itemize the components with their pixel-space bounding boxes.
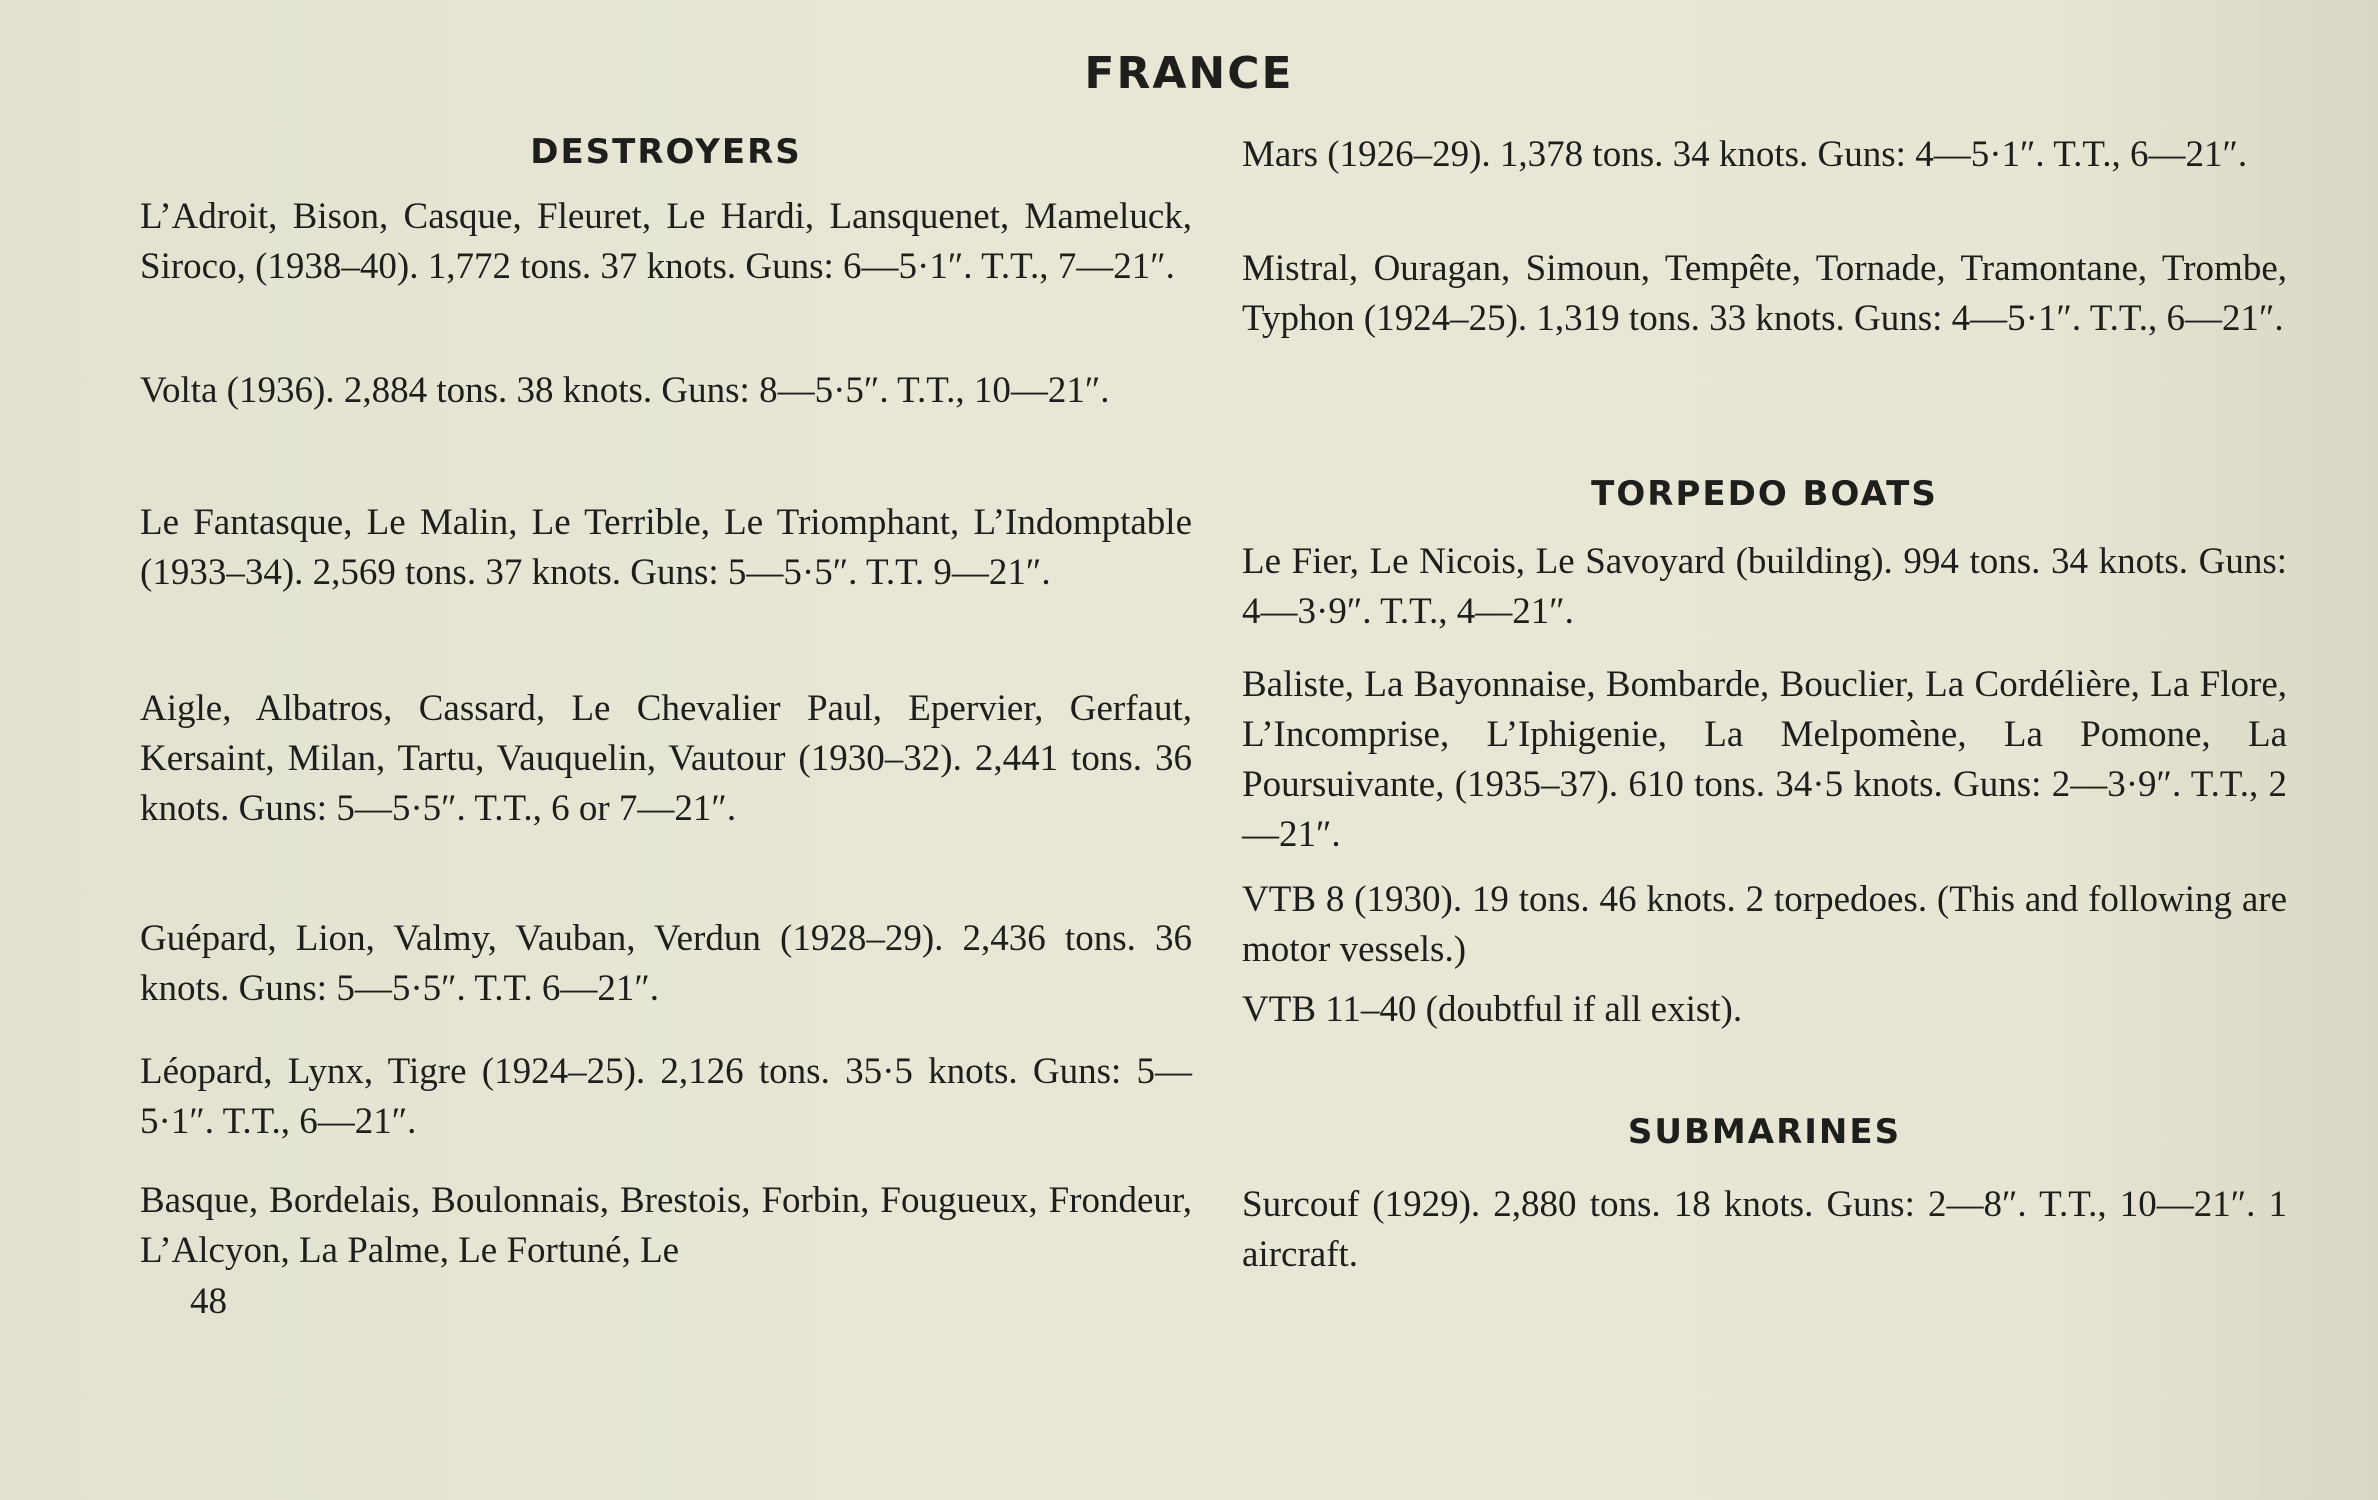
entry-submarines-1: Surcouf (1929). 2,880 tons. 18 knots. Guns: 2—8″. T.T., 10—21″. 1 aircraft. [1242, 1184, 2287, 1275]
entry-destroyers-4: Aigle, Albatros, Cassard, Le Chevalier Paul, Epervier, Gerfaut, Kersaint, Milan, Tartu, Vauquelin, Vautour (1930–32). 2,441 tons. 36 knots. Guns: 5—5·5″. T.T., 6 or 7—21″. [140, 688, 1192, 829]
entry-destroyers-9: Mistral, Ouragan, Simoun, Tempête, Tornade, Tramontane, Trombe, Typhon (1924–25). 1,319 tons. 33 knots. Guns: 4—5·1″. T.T., 6—21″. [1242, 248, 2287, 339]
page-title: FRANCE [1084, 48, 1294, 99]
page-number: 48 [190, 1281, 227, 1322]
section-heading-destroyers: DESTROYERS [530, 132, 802, 172]
entry-destroyers-8: Mars (1926–29). 1,378 tons. 34 knots. Guns: 4—5·1″. T.T., 6—21″. [1242, 134, 2248, 175]
entry-destroyers-1: L’Adroit, Bison, Casque, Fleuret, Le Hardi, Lansquenet, Mameluck, Siroco, (1938–40). 1,772 tons. 37 knots. Guns: 6—5·1″. T.T., 7—21″. [140, 196, 1192, 287]
entry-destroyers-5: Guépard, Lion, Valmy, Vauban, Verdun (1928–29). 2,436 tons. 36 knots. Guns: 5—5·5″. T.T. 6—21″. [140, 918, 1192, 1009]
entry-destroyers-3: Le Fantasque, Le Malin, Le Terrible, Le Triomphant, L’Indomptable (1933–34). 2,569 tons. 37 knots. Guns: 5—5·5″. T.T. 9—21″. [140, 502, 1192, 593]
entry-destroyers-2: Volta (1936). 2,884 tons. 38 knots. Guns: 8—5·5″. T.T., 10—21″. [140, 370, 1110, 411]
entry-destroyers-7: Basque, Bordelais, Boulonnais, Brestois, Forbin, Fougueux, Frondeur, L’Alcyon, La Palme, Le Fortuné, Le [140, 1180, 1192, 1271]
entry-torpedo-boats-3: VTB 8 (1930). 19 tons. 46 knots. 2 torpedoes. (This and following are motor vessels.) [1242, 879, 2287, 970]
entry-torpedo-boats-4: VTB 11–40 (doubtful if all exist). [1242, 989, 1743, 1030]
entry-torpedo-boats-2: Baliste, La Bayonnaise, Bombarde, Bouclier, La Cordélière, La Flore, L’Incomprise, L’Iphigenie, La Melpomène, La Pomone, La Poursuivante, (1935–37). 610 tons. 34·5 knots. Guns: 2—3·9″. T.T., 2—21″. [1242, 664, 2287, 855]
section-heading-torpedo-boats: TORPEDO BOATS [1591, 474, 1938, 514]
entry-destroyers-6: Léopard, Lynx, Tigre (1924–25). 2,126 tons. 35·5 knots. Guns: 5—5·1″. T.T., 6—21″. [140, 1051, 1192, 1142]
entry-torpedo-boats-1: Le Fier, Le Nicois, Le Savoyard (building). 994 tons. 34 knots. Guns: 4—3·9″. T.T., 4—21″. [1242, 541, 2287, 632]
section-heading-submarines: SUBMARINES [1627, 1112, 1902, 1152]
